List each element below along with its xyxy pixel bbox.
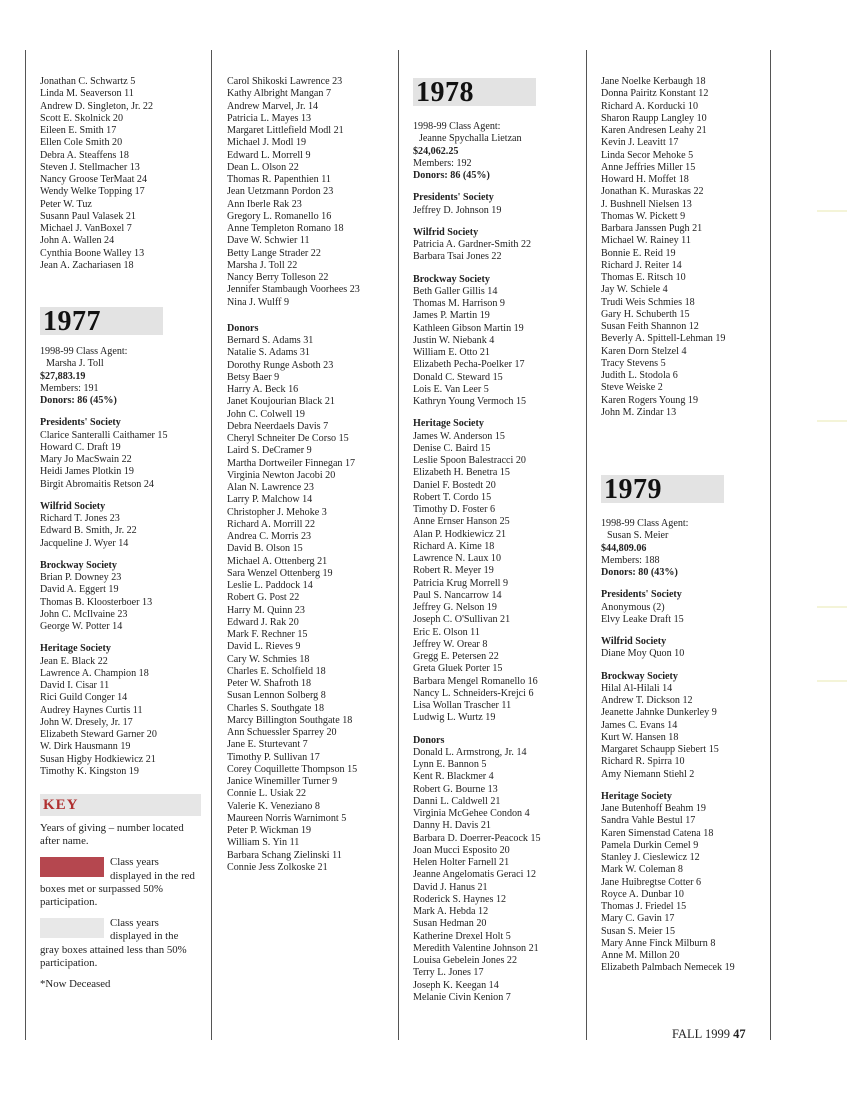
name-entry: Gregory L. Romanello 16 <box>227 210 332 222</box>
name-entry: John C. Colwell 19 <box>227 408 305 420</box>
name-entry: Susan Higby Hodkiewicz 21 <box>40 753 156 765</box>
name-entry: Kurt W. Hansen 18 <box>601 731 679 743</box>
name-entry: Donna Pairitz Konstant 12 <box>601 88 709 100</box>
name-entry: Connie L. Usiak 22 <box>227 788 307 800</box>
name-entry: Thomas W. Pickett 9 <box>601 210 686 222</box>
name-entry: Margaret Littlefield Modl 21 <box>227 125 344 136</box>
name-entry: Jeffrey D. Johnson 19 <box>413 204 502 216</box>
name-entry: Amy Niemann Stiehl 2 <box>601 768 695 780</box>
name-entry: Andrew T. Dickson 12 <box>601 695 693 706</box>
name-entry: Bonnie E. Reid 19 <box>601 247 676 259</box>
name-entry: Anne Ernser Hanson 25 <box>413 516 510 528</box>
name-entry: Betsy Baer 9 <box>227 371 280 383</box>
name-entry: John C. McIlvaine 23 <box>40 608 128 620</box>
name-list <box>601 602 767 627</box>
name-entry: Janet Koujourian Black 21 <box>227 396 335 408</box>
section-heading: Heritage Society <box>601 790 672 802</box>
name-entry: James P. Martin 19 <box>413 310 490 322</box>
name-list <box>40 572 205 633</box>
column-2 <box>227 76 395 874</box>
name-entry: Barbara Tsai Jones 22 <box>413 251 502 263</box>
name-entry: Richard A. Kime 18 <box>413 540 495 552</box>
name-entry: Timothy K. Kingston 19 <box>40 765 139 777</box>
column-rule-1 <box>25 50 26 1040</box>
name-entry: Sharon Raupp Langley 10 <box>601 112 707 124</box>
name-entry: Patricia A. Gardner-Smith 22 <box>413 239 532 250</box>
name-entry: Diane Moy Quon 10 <box>601 648 685 660</box>
name-entry: Mark F. Rechner 15 <box>227 629 308 640</box>
name-list <box>413 431 585 725</box>
page-footer <box>672 1027 746 1042</box>
name-entry: Melanie Civin Kenion 7 <box>413 991 511 1003</box>
name-entry: Dave W. Schwier 11 <box>227 235 310 247</box>
name-entry: Margaret Schaupp Siebert 15 <box>601 744 719 755</box>
name-entry: Justin W. Niebank 4 <box>413 334 495 346</box>
name-entry: Patricia Krug Morrell 9 <box>413 577 509 589</box>
name-entry: Robert R. Meyer 19 <box>413 565 494 577</box>
name-entry: Larry P. Malchow 14 <box>227 494 313 506</box>
name-entry: Richard T. Jones 23 <box>40 513 120 524</box>
name-entry: Marcy Billington Southgate 18 <box>227 714 353 726</box>
name-entry: David A. Eggert 19 <box>40 584 119 596</box>
name-entry: Terry L. Jones 17 <box>413 967 484 979</box>
name-entry: Mary Anne Finck Milburn 8 <box>601 937 716 949</box>
name-entry: Trudi Weis Schmies 18 <box>601 296 695 308</box>
name-entry: Eric E. Olson 11 <box>413 626 480 638</box>
section-heading: Donors <box>227 322 259 334</box>
name-entry: Mark A. Hebda 12 <box>413 906 489 917</box>
name-entry: Michael W. Rainey 11 <box>601 235 691 247</box>
name-entry: Jean A. Zachariasen 18 <box>40 259 134 271</box>
name-entry: David L. Rieves 9 <box>227 641 301 653</box>
name-list <box>40 76 205 272</box>
name-entry: Nina J. Wulff 9 <box>227 296 290 308</box>
name-entry: Robert T. Cordo 15 <box>413 491 492 503</box>
name-entry: John A. Wallen 24 <box>40 235 115 247</box>
column-rule-2 <box>211 50 212 1040</box>
name-entry: Lawrence N. Laux 10 <box>413 553 501 564</box>
section-heading: Wilfrid Society <box>601 636 667 647</box>
name-entry: Marsha J. Toll 22 <box>227 259 298 271</box>
name-entry: Dorothy Runge Asboth 23 <box>227 359 334 371</box>
name-entry: Dean L. Olson 22 <box>227 161 299 173</box>
name-entry: Valerie K. Veneziano 8 <box>227 800 320 812</box>
name-entry: Danny H. Davis 21 <box>413 820 491 832</box>
name-entry: Barbara Mengel Romanello 16 <box>413 675 538 687</box>
name-entry: Linda Secor Mehoke 5 <box>601 149 694 161</box>
name-list <box>413 747 585 1004</box>
name-list <box>227 76 395 309</box>
name-entry: William S. Yin 11 <box>227 837 300 849</box>
name-entry: Michael A. Ottenberg 21 <box>227 555 328 567</box>
class-year-banner-1979: 1979 <box>601 475 724 503</box>
name-entry: Donald L. Armstrong, Jr. 14 <box>413 746 527 758</box>
name-entry: Jeffrey W. Orear 8 <box>413 638 488 650</box>
key-intro: Years of giving – number located after name. <box>40 822 184 848</box>
name-entry: Jeanne Angelomatis Geraci 12 <box>413 869 537 881</box>
name-entry: W. Dirk Hausmann 19 <box>40 741 131 753</box>
name-entry: Joan Mucci Esposito 20 <box>413 844 510 856</box>
name-entry: Harry A. Beck 16 <box>227 384 299 395</box>
name-entry: Anne Templeton Romano 18 <box>227 223 344 234</box>
name-entry: Jonathan K. Muraskas 22 <box>601 186 704 198</box>
name-entry: Gregg E. Petersen 22 <box>413 651 499 662</box>
column-3 <box>413 78 585 1004</box>
name-entry: Richard R. Spirra 10 <box>601 756 685 768</box>
name-entry: Cheryl Schneiter De Corso 15 <box>227 433 349 444</box>
section-heading: Presidents' Society <box>413 192 494 204</box>
name-list <box>601 683 767 781</box>
name-entry: Peter P. Wickman 19 <box>227 825 312 836</box>
name-entry: Greta Gluek Porter 15 <box>413 663 503 675</box>
name-entry: Natalie S. Adams 31 <box>227 347 310 359</box>
name-entry: Louisa Gebelein Jones 22 <box>413 955 517 966</box>
name-entry: Richard J. Reiter 14 <box>601 259 682 271</box>
name-entry: Laird S. DeCramer 9 <box>227 445 312 457</box>
name-entry: Danni L. Caldwell 21 <box>413 795 501 807</box>
name-entry: Ludwig L. Wurtz 19 <box>413 712 496 724</box>
agent-label: 1998-99 Class Agent: <box>40 346 128 357</box>
name-entry: Royce A. Dunbar 10 <box>601 888 684 900</box>
name-entry: Jennifer Stambaugh Voorhees 23 <box>227 284 360 296</box>
name-list <box>40 513 205 550</box>
name-entry: Ann Iberle Rak 23 <box>227 198 302 210</box>
name-entry: Nancy Groose TerMaat 24 <box>40 174 148 185</box>
name-entry: Helen Holter Farnell 21 <box>413 857 510 868</box>
name-entry: Thomas M. Harrison 9 <box>413 298 505 309</box>
edge-mark <box>817 420 847 422</box>
name-entry: Richard A. Morrill 22 <box>227 518 316 530</box>
section-heading: Heritage Society <box>413 418 484 430</box>
name-entry: Stanley J. Cieslewicz 12 <box>601 852 700 863</box>
name-entry: Edward J. Rak 20 <box>227 616 299 628</box>
name-entry: Michael J. VanBoxel 7 <box>40 223 132 234</box>
name-entry: Cynthia Boone Walley 13 <box>40 247 145 259</box>
name-entry: Leslie Spoon Balestracci 20 <box>413 455 526 466</box>
name-entry: Corey Coquillette Thompson 15 <box>227 763 358 775</box>
name-list <box>40 430 205 491</box>
name-entry: Martha Dortweiler Finnegan 17 <box>227 457 356 469</box>
name-entry: Ellen Cole Smith 20 <box>40 137 123 149</box>
amount: $27,883.19 <box>40 370 86 382</box>
name-entry: Roderick S. Haynes 12 <box>413 893 507 905</box>
name-entry: Christopher J. Mehoke 3 <box>227 506 327 518</box>
name-entry: Jane Huibregtse Cotter 6 <box>601 876 702 888</box>
column-rule-3 <box>398 50 399 1040</box>
name-entry: James W. Anderson 15 <box>413 430 505 442</box>
name-entry: Karen Simenstad Catena 18 <box>601 827 714 839</box>
column-4 <box>601 76 767 975</box>
name-entry: Kathy Albright Mangan 7 <box>227 88 332 100</box>
name-entry: Betty Lange Strader 22 <box>227 247 321 259</box>
members: Members: 192 <box>413 157 472 169</box>
name-entry: Jacqueline J. Wyer 14 <box>40 537 129 549</box>
name-entry: Jonathan C. Schwartz 5 <box>40 76 136 87</box>
name-entry: Barbara D. Doerrer-Peacock 15 <box>413 832 541 844</box>
name-entry: Susann Paul Valasek 21 <box>40 210 136 222</box>
name-entry: Daniel F. Bostedt 20 <box>413 479 496 491</box>
deceased-note: *Now Deceased <box>40 978 111 991</box>
agent-label: 1998-99 Class Agent: <box>601 518 689 529</box>
donors-count: Donors: 80 (43%) <box>601 567 678 578</box>
key-gray-text: Class years displayed in the gray boxes attained less than 50% participation. <box>40 917 187 969</box>
name-entry: Mary C. Gavin 17 <box>601 913 675 925</box>
name-entry: Richard A. Korducki 10 <box>601 100 698 112</box>
name-entry: Gary H. Schuberth 15 <box>601 308 690 320</box>
name-entry: Elvy Leake Draft 15 <box>601 613 684 625</box>
class-year-banner-1977: 1977 <box>40 307 163 335</box>
name-entry: Joseph K. Keegan 14 <box>413 979 499 991</box>
name-entry: Steve Weiske 2 <box>601 382 663 394</box>
name-entry: Beth Galler Gillis 14 <box>413 285 498 297</box>
agent-label: 1998-99 Class Agent: <box>413 121 501 132</box>
name-entry: Cary W. Schmies 18 <box>227 653 310 665</box>
section-heading: Presidents' Society <box>601 589 682 601</box>
donors-count: Donors: 86 (45%) <box>40 395 117 406</box>
edge-mark <box>817 680 847 682</box>
amount: $24,062.25 <box>413 145 459 157</box>
name-entry: Eileen E. Smith 17 <box>40 125 117 136</box>
name-entry: Clarice Santeralli Caithamer 15 <box>40 429 168 441</box>
name-entry: George W. Potter 14 <box>40 621 123 632</box>
name-entry: Harry M. Quinn 23 <box>227 604 305 616</box>
name-entry: Connie Jess Zolkoske 21 <box>227 861 328 873</box>
name-entry: Nancy Berry Tolleson 22 <box>227 272 329 283</box>
name-entry: Steven J. Stellmacher 13 <box>40 161 140 173</box>
name-entry: Birgit Abromaitis Retson 24 <box>40 478 154 490</box>
name-entry: Jane Butenhoff Beahm 19 <box>601 803 706 814</box>
name-list <box>601 648 767 660</box>
name-entry: Kevin J. Leavitt 17 <box>601 137 679 149</box>
name-entry: Katherine Drexel Holt 5 <box>413 930 511 942</box>
name-entry: Jean E. Black 22 <box>40 655 108 667</box>
section-heading: Donors <box>413 734 445 746</box>
name-entry: Thomas E. Ritsch 10 <box>601 272 686 283</box>
page-number: 47 <box>733 1027 746 1041</box>
name-entry: William E. Otto 21 <box>413 347 490 358</box>
name-entry: Edward L. Morrell 9 <box>227 149 311 161</box>
name-entry: Howard H. Moffet 18 <box>601 174 689 185</box>
edge-mark <box>817 606 847 608</box>
name-entry: Thomas R. Papenthien 11 <box>227 174 331 185</box>
name-entry: Joseph C. O'Sullivan 21 <box>413 614 511 626</box>
name-entry: Lynn E. Bannon 5 <box>413 759 487 770</box>
name-entry: Kent R. Blackmer 4 <box>413 771 494 783</box>
name-entry: Timothy P. Sullivan 17 <box>227 751 320 763</box>
section-heading: Wilfrid Society <box>413 226 479 238</box>
name-entry: Debra Neerdaels Davis 7 <box>227 420 329 432</box>
name-entry: Howard C. Draft 19 <box>40 441 121 453</box>
name-entry: Thomas J. Friedel 15 <box>601 901 687 912</box>
name-entry: Peter W. Shafroth 18 <box>227 678 312 689</box>
edge-mark <box>817 210 847 212</box>
name-entry: John M. Zindar 13 <box>601 406 677 418</box>
name-list <box>413 286 585 409</box>
agent-name: Marsha J. Toll <box>46 358 104 370</box>
name-entry: Elizabeth Palmbach Nemecek 19 <box>601 962 735 974</box>
name-list <box>601 76 767 419</box>
name-entry: Barbara Janssen Pugh 21 <box>601 223 703 234</box>
name-entry: Susan Hedman 20 <box>413 918 487 930</box>
name-entry: Andrea C. Morris 23 <box>227 531 312 542</box>
name-entry: Ann Schuessler Sparrey 20 <box>227 727 337 738</box>
name-entry: Elizabeth Pecha-Poelker 17 <box>413 359 525 371</box>
agent-name: Susan S. Meier <box>607 530 669 542</box>
name-entry: Kathleen Gibson Martin 19 <box>413 322 524 334</box>
members: Members: 191 <box>40 382 99 394</box>
name-entry: Brian P. Downey 23 <box>40 572 122 583</box>
name-entry: Jean Uetzmann Pordon 23 <box>227 186 334 198</box>
name-entry: Elizabeth H. Benetra 15 <box>413 467 510 479</box>
name-entry: Denise C. Baird 15 <box>413 442 491 454</box>
name-entry: Andrew Marvel, Jr. 14 <box>227 100 319 112</box>
name-entry: Karen Andresen Leahy 21 <box>601 125 707 136</box>
amount: $44,809.06 <box>601 542 647 554</box>
name-entry: Susan Lennon Solberg 8 <box>227 690 326 702</box>
name-entry: Meredith Valentine Johnson 21 <box>413 942 539 954</box>
name-entry: Andrew D. Singleton, Jr. 22 <box>40 100 153 112</box>
section-heading: Wilfrid Society <box>40 500 106 512</box>
name-entry: Virginia McGehee Condon 4 <box>413 808 530 819</box>
name-entry: Tracy Stevens 5 <box>601 357 666 369</box>
name-entry: Rici Guild Conger 14 <box>40 692 128 704</box>
name-entry: Peter W. Tuz <box>40 198 92 210</box>
name-entry: Jane E. Sturtevant 7 <box>227 739 308 751</box>
name-entry: Janice Winemiller Turner 9 <box>227 776 338 787</box>
name-list <box>413 239 585 264</box>
name-entry: Thomas B. Kloosterboer 13 <box>40 596 153 608</box>
name-entry: Carol Shikoski Lawrence 23 <box>227 76 343 87</box>
name-entry: Pamela Durkin Cemel 9 <box>601 839 699 851</box>
issue-label: FALL 1999 <box>672 1027 730 1041</box>
name-entry: Patricia L. Mayes 13 <box>227 112 312 124</box>
name-entry: Donald C. Steward 15 <box>413 371 503 383</box>
name-entry: Timothy D. Foster 6 <box>413 504 496 515</box>
column-1 <box>40 76 205 991</box>
name-entry: Jane Noelke Kerbaugh 18 <box>601 76 706 87</box>
name-list <box>601 803 767 975</box>
section-heading: Brockway Society <box>413 273 490 285</box>
red-swatch <box>40 857 104 877</box>
name-entry: Jeffrey G. Nelson 19 <box>413 602 497 613</box>
name-entry: Judith L. Stodola 6 <box>601 370 678 381</box>
name-entry: Scott E. Skolnick 20 <box>40 112 123 124</box>
name-entry: Audrey Haynes Curtis 11 <box>40 704 143 716</box>
name-entry: Barbara Schang Zielinski 11 <box>227 849 342 861</box>
members: Members: 188 <box>601 554 660 566</box>
section-heading: Brockway Society <box>601 670 678 682</box>
name-entry: Kathryn Young Vermoch 15 <box>413 396 527 407</box>
name-entry: Karen Rogers Young 19 <box>601 394 699 406</box>
key-red-text: Class years displayed in the red boxes met or surpassed 50% participation. <box>40 856 195 909</box>
name-entry: Nancy L. Schneiders-Krejci 6 <box>413 687 534 699</box>
name-entry: Sandra Vahle Bestul 17 <box>601 815 696 827</box>
name-list <box>40 656 205 779</box>
name-entry: Anne Jeffries Miller 15 <box>601 161 696 173</box>
name-entry: Sara Wenzel Ottenberg 19 <box>227 567 333 579</box>
name-entry: Karen Dorn Stelzel 4 <box>601 345 687 357</box>
name-entry: Robert G. Bourne 13 <box>413 783 498 795</box>
name-entry: Paul S. Nancarrow 14 <box>413 589 502 601</box>
name-entry: Lawrence A. Champion 18 <box>40 667 149 679</box>
name-entry: Heidi James Plotkin 19 <box>40 466 134 478</box>
name-entry: Charles E. Scholfield 18 <box>227 665 326 677</box>
name-entry: Alan P. Hodkiewicz 21 <box>413 528 507 540</box>
name-entry: Lois E. Van Leer 5 <box>413 383 489 395</box>
name-entry: Lisa Wollan Trascher 11 <box>413 700 512 711</box>
name-entry: Charles S. Southgate 18 <box>227 702 325 714</box>
section-heading: Brockway Society <box>40 559 117 571</box>
name-entry: Anonymous (2) <box>601 601 665 613</box>
name-entry: Virginia Newton Jacobi 20 <box>227 469 336 481</box>
name-entry: Linda M. Seaverson 11 <box>40 88 134 100</box>
name-entry: Bernard S. Adams 31 <box>227 335 314 346</box>
name-entry: Debra A. Steaffens 18 <box>40 149 129 161</box>
name-entry: Anne M. Millon 20 <box>601 950 680 961</box>
name-entry: Edward B. Smith, Jr. 22 <box>40 525 137 537</box>
name-list <box>413 205 585 217</box>
name-entry: John W. Dresely, Jr. 17 <box>40 716 133 728</box>
key-red-legend <box>40 856 198 909</box>
agent-name: Jeanne Spychalla Lietzan <box>419 133 522 145</box>
name-entry: Jay W. Schiele 4 <box>601 284 668 296</box>
name-entry: Hilal Al-Hilali 14 <box>601 682 673 694</box>
gray-swatch <box>40 918 104 938</box>
name-entry: Susan S. Meier 15 <box>601 925 676 937</box>
name-entry: Wendy Welke Topping 17 <box>40 186 145 198</box>
name-entry: David I. Cisar 11 <box>40 680 110 691</box>
class-year-banner-1978: 1978 <box>413 78 536 106</box>
name-entry: J. Bushnell Nielsen 13 <box>601 198 692 210</box>
column-rule-4 <box>586 50 587 1040</box>
name-entry: Leslie L. Paddock 14 <box>227 580 313 591</box>
name-entry: Susan Feith Shannon 12 <box>601 321 699 332</box>
name-entry: James C. Evans 14 <box>601 719 678 731</box>
section-heading: Presidents' Society <box>40 417 121 429</box>
name-entry: Maureen Norris Warnimont 5 <box>227 812 347 824</box>
name-entry: Mark W. Coleman 8 <box>601 864 683 876</box>
section-heading: Heritage Society <box>40 643 111 655</box>
name-entry: Elizabeth Steward Garner 20 <box>40 729 157 740</box>
name-entry: David B. Olson 15 <box>227 543 303 555</box>
key-banner: KEY <box>40 794 201 816</box>
name-list <box>227 335 395 874</box>
name-entry: David J. Hanus 21 <box>413 881 488 893</box>
name-entry: Jeanette Jahnke Dunkerley 9 <box>601 707 717 719</box>
name-entry: Robert G. Post 22 <box>227 592 300 604</box>
key-gray-legend <box>40 917 198 970</box>
name-entry: Beverly A. Spittell-Lehman 19 <box>601 333 726 345</box>
column-rule-5 <box>770 50 771 1040</box>
name-entry: Mary Jo MacSwain 22 <box>40 454 132 465</box>
donors-count: Donors: 86 (45%) <box>413 170 490 181</box>
name-entry: Alan N. Lawrence 23 <box>227 482 314 493</box>
name-entry: Michael J. Modl 19 <box>227 137 307 149</box>
